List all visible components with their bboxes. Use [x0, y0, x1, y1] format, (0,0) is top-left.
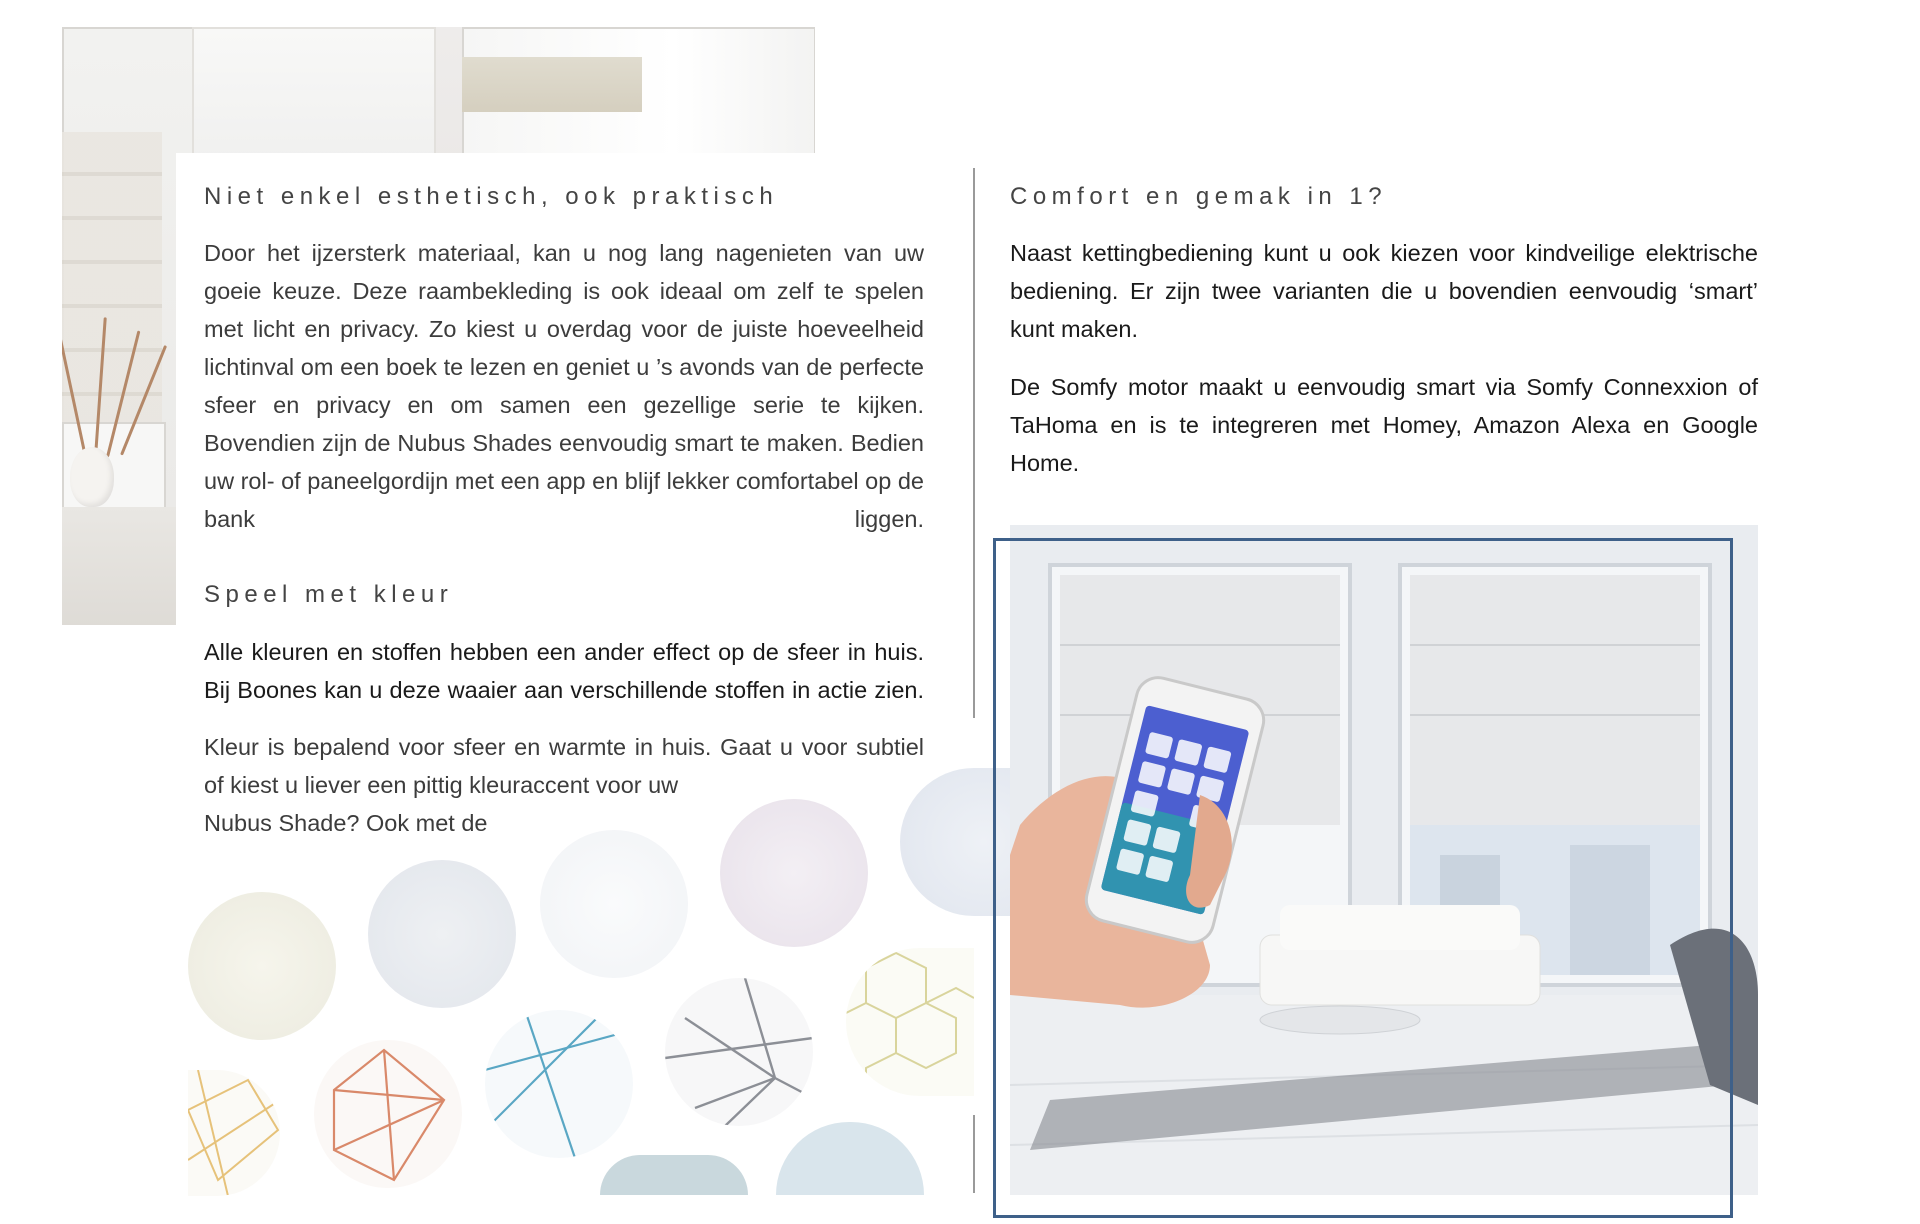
paragraph-electric-operation: Naast kettingbediening kunt u ook kiezen voor kindveilige elektrische bediening. Er zijn twee varianten die u bovendien eenvoudig ‘smart’ kunt maken. [1010, 240, 1758, 342]
heading-play-with-color: Speel met kleur [204, 581, 454, 608]
paragraph-somfy: De Somfy motor maakt u eenvoudig smart via Somfy Connexxion of TaHoma en is te integreren met Homey, Amazon Alexa en Google Home. [1010, 374, 1758, 476]
swatch-lilac [720, 799, 868, 947]
swatch-blue-lines [485, 1010, 633, 1158]
column-divider-top [973, 168, 975, 718]
swatch-white [540, 830, 688, 978]
paragraph-color-line-3: Nubus Shade? Ook met de [204, 810, 488, 836]
column-divider-bottom [973, 1115, 975, 1193]
heading-aesthetic-practical: Niet enkel esthetisch, ook praktisch [204, 183, 779, 210]
paragraph-color-line-2: of kiest u liever een pittig kleuraccent voor uw [204, 772, 679, 798]
heading-comfort: Comfort en gemak in 1? [1010, 183, 1388, 210]
swatch-hexagon [846, 948, 974, 1096]
swatch-sky-half [776, 1122, 924, 1195]
swatch-light-grey [368, 860, 516, 1008]
paragraph-colors-fabrics: Alle kleuren en stoffen hebben een ander effect op de sfeer in huis. Bij Boones kan u deze waaier aan verschillende stoffen in actie zien. [204, 639, 924, 703]
swatch-coral-lines [314, 1040, 462, 1188]
swatch-teal-half [600, 1155, 748, 1195]
swatch-grey-lines [665, 978, 813, 1126]
swatch-yellow-lines [188, 1070, 280, 1196]
photo-accent-frame [993, 538, 1733, 1218]
paragraph-material: Door het ijzersterk materiaal, kan u nog lang nagenieten van uw goeie keuze. Deze raambekleding is ook ideaal om zelf te spelen met licht en privacy. Zo kiest u overdag voor de juiste hoeveelheid lichtinval om een boek te lezen en geniet u ’s avonds van de perfecte sfeer en privacy en om samen een gezellige serie te kijken. Bovendien zijn de Nubus Shades eenvoudig smart te maken. Bedien uw rol- of paneelgordijn met een app en blijf lekker comfortabel op de bank liggen. [204, 240, 924, 532]
paragraph-color-line-1: Kleur is bepalend voor sfeer en warmte in huis. Gaat u voor subtiel [204, 734, 924, 760]
swatch-cream [188, 892, 336, 1040]
